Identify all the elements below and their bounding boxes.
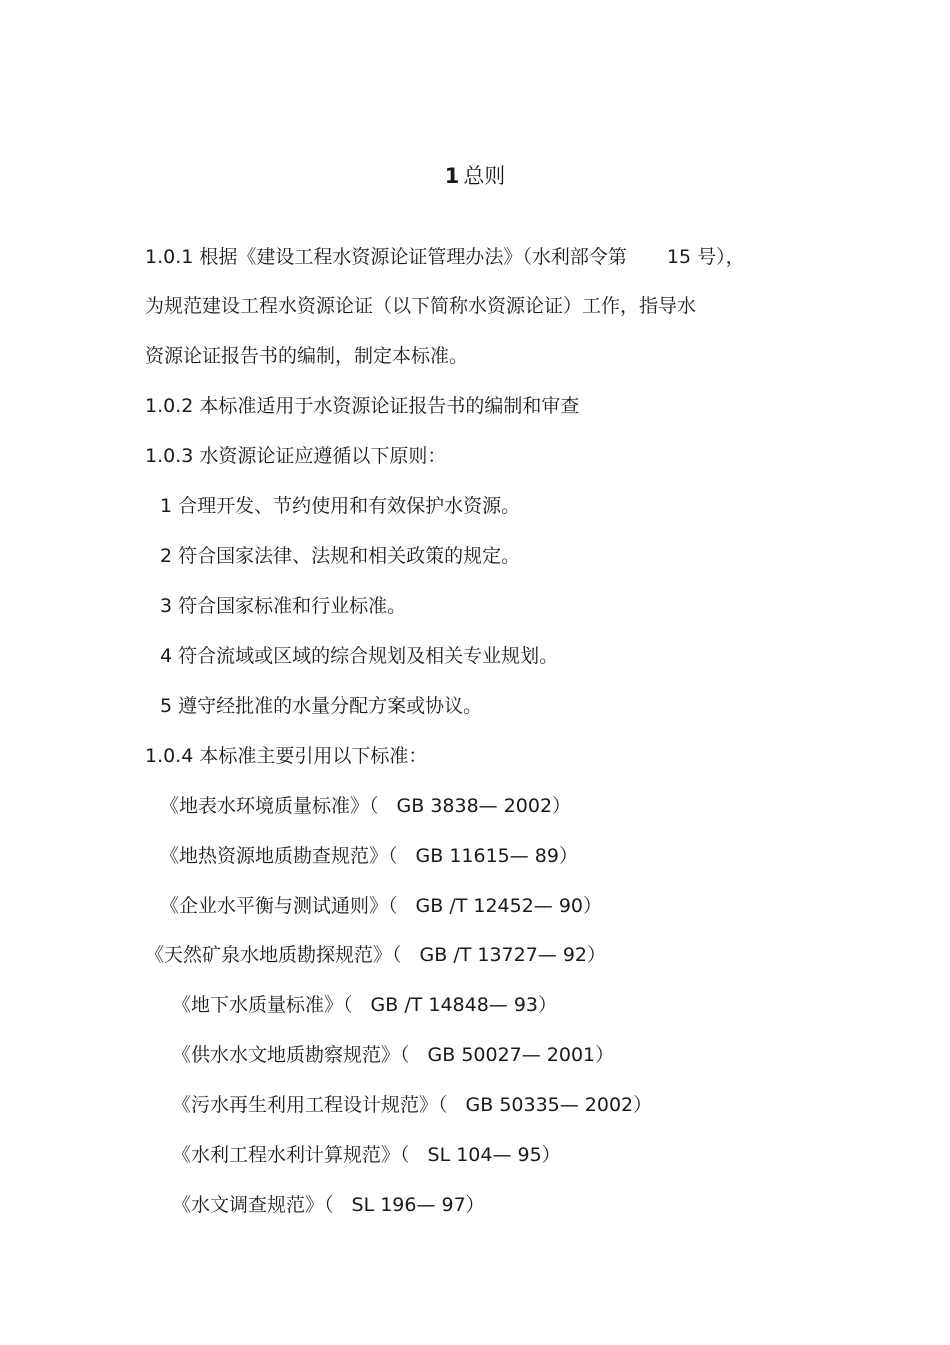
- standard-item: 《地下水质量标准》（ GB /T 14848— 93）: [172, 994, 558, 1016]
- standard-item: 《天然矿泉水地质勘探规范》（ GB /T 13727— 92）: [145, 944, 607, 966]
- standard-item: 《水文调查规范》（ SL 196— 97）: [172, 1194, 485, 1216]
- chapter-title: 总则: [463, 164, 506, 188]
- principle-item: 2 符合国家法律、法规和相关政策的规定。: [160, 545, 521, 567]
- clause-1-0-1-line-1: 1.0.1 根据《建设工程水资源论证管理办法》（水利部令第 15 号），: [145, 246, 745, 268]
- principle-item: 3 符合国家标准和行业标准。: [160, 595, 407, 617]
- standard-item: 《地热资源地质勘查规范》（ GB 11615— 89）: [160, 845, 578, 867]
- standard-item: 《地表水环境质量标准》（ GB 3838— 2002）: [160, 795, 572, 817]
- clause-1-0-3-lead: 1.0.3 水资源论证应遵循以下原则：: [145, 445, 447, 467]
- standard-item: 《污水再生利用工程设计规范》（ GB 50335— 2002）: [172, 1094, 653, 1116]
- standard-item: 《企业水平衡与测试通则》（ GB /T 12452— 90）: [160, 895, 603, 917]
- principle-item: 1 合理开发、节约使用和有效保护水资源。: [160, 495, 521, 517]
- clause-1-0-4-lead: 1.0.4 本标准主要引用以下标准：: [145, 745, 428, 767]
- clause-1-0-1-line-2: 为规范建设工程水资源论证（以下简称水资源论证）工作，指导水: [145, 295, 697, 317]
- clause-1-0-1-line-3: 资源论证报告书的编制，制定本标准。: [145, 345, 469, 367]
- standard-item: 《供水水文地质勘察规范》（ GB 50027— 2001）: [172, 1044, 615, 1066]
- chapter-heading: [0, 162, 950, 190]
- standard-item: 《水利工程水利计算规范》（ SL 104— 95）: [172, 1144, 561, 1166]
- principle-item: 4 符合流域或区域的综合规划及相关专业规划。: [160, 645, 559, 667]
- chapter-number: 1: [444, 164, 460, 188]
- clause-1-0-2: 1.0.2 本标准适用于水资源论证报告书的编制和审查: [145, 395, 580, 417]
- principle-item: 5 遵守经批准的水量分配方案或协议。: [160, 695, 483, 717]
